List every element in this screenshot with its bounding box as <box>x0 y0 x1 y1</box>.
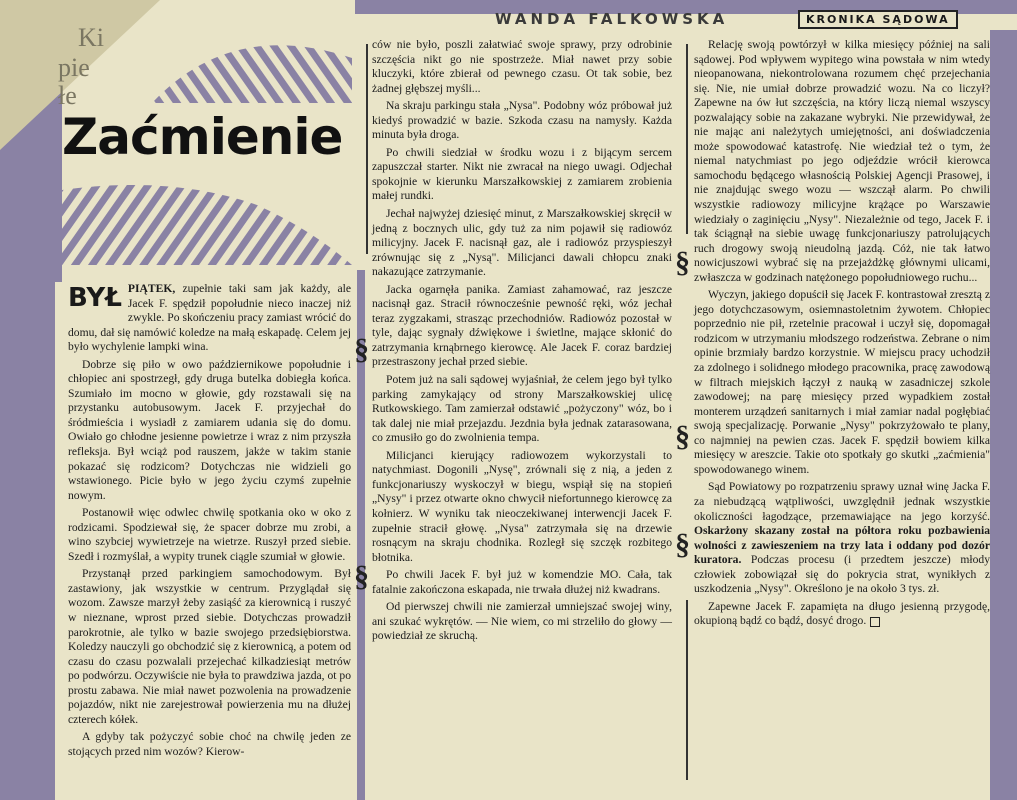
lead-word: PIĄTEK, <box>127 282 176 295</box>
paragraph: zupełnie taki sam jak każdy, ale Jacek F. spędził popołudnie nieco inaczej niż zwykle. Po skończeniu pracy zamiast wrócić do domu, dał się namówić koledze na małą eskapadę. Celem jej było wychylenie lampki wina. <box>68 282 352 354</box>
right-margin-strip <box>990 30 1017 800</box>
corner-fragment: łe <box>58 81 77 110</box>
end-square-icon <box>870 617 880 627</box>
column-rule <box>366 44 368 254</box>
section-badge: KRONIKA SĄDOWA <box>798 10 958 29</box>
section-sign-icon: § <box>675 420 690 453</box>
headline-block <box>62 108 362 166</box>
paragraph-text: Zapewne Jacek F. zapamięta na długo jesienną przygodę, okupioną bądź co bądź, dosyć drogo. <box>694 599 990 628</box>
paragraph: Relację swoją powtórzył w kilka miesięcy później na sali sądowej. Pod wpływem wypitego wina powstała w nim wtedy nieopanowana, niekontrolowana rozumem chęć przejechania się. Nie, nie umiał dobrze prowadzić wozu. Na co liczył? Zapewne na ów łut szczęścia, na który liczą niemal wszyscy pozwalający sobie na zakazane wybryki. Nie przewidywał, że nie mając ani należytych umiejętności, ani doświadczenia może spowodować katastrofę. Nie wiedział też o tym, że niemal natychmiast po jego odjeździe wrócił kierowca samochodu będącego własnością Polskiej Agencji Prasowej, i nie znajdując swego wozu — wszczął alarm. Po chwili wszystkie radiowozy milicyjne krążące po Warszawie wiedziały o zaginięciu „Nysy". Niezależnie od tego, Jacek F. i tak ściągnął na siebie uwagę funkcjonariuszy patrolujących ruch drogowy swoją nieudolną jazdą. Cóż, nie tak łatwo nowicjuszowi wybrać się na przejażdżkę głównymi ulicami, zwłaszcza w godzinach natężonego popołudniowego ruchu... <box>694 38 990 284</box>
section-sign-icon: § <box>675 246 690 279</box>
text-column-2 <box>372 38 672 644</box>
paragraph: Dobrze się piło w owo październikowe popołudnie i chłopiec ani spostrzegł, gdy druga butelka dobiegła końca. Szumiało im mocno w głowie, gdy rozstawali się na przystanku autobusowym. Jacek F. przyjechał do śródmieścia i wysiadł z zamiarem udania się do domu. Owiało go chłodne jesienne powietrze i wraz z nim przyszła refleksja. Był wciąż pod rauszem, jakże w takim stanie pokazać się rodzicom? Dotychczas nie widzieli go wstawionego. Picie było w jego życiu czymś zupełnie nowym. <box>68 357 351 502</box>
paragraph: Od pierwszej chwili nie zamierzał umniejszać swojej winy, ani szukać wykrętów. — Nie wiem, co mi strzeliło do głowy — powiedział ze skruchą. <box>372 600 672 643</box>
article-title: Zaćmienie <box>62 108 343 166</box>
paragraph-text: Sąd Powiatowy po rozpatrzeniu sprawy uznał winę Jacka F. za niebudzącą wątpliwości, uwzględnił jednak wszystkie okoliczności łagodzące, przemawiające na jego korzyść. <box>694 480 990 523</box>
section-sign-icon: § <box>354 560 369 593</box>
paragraph: Jacka ogarnęła panika. Zamiast zahamować, raz jeszcze nacisnął gaz. Stracił równocześnie pewność ręki, wóz jechał teraz zygzakami, strasząc przechodniów. Radiowóz pozostał w tyle, dając sygnały dźwiękowe i świetlne, mające skłonić do zatrzymania krnąbrnego kierowcę. Ale Jacek F. coraz bardziej przestraszony jechał przed siebie. <box>372 282 672 369</box>
paragraph: Po chwili siedział w środku wozu i z bijącym sercem zapuszczał starter. Nikt nie zwracał na niego uwagi. Odjechał spokojnie w kierunku Marszałkowskiej z zamiarem zrobienia małej rundki. <box>372 145 672 203</box>
text-column-3 <box>694 38 990 629</box>
paragraph: Jechał najwyżej dziesięć minut, z Marszałkowskiej skręcił w jedną z bocznych ulic, gdy tuż za nim pojawił się radiowóz milicyjny. Jacek F. nacisnął gaz, ale i radiowóz przyspieszył zrównując się z „Nysą". Milicjanci dawali chłopcu znaki nakazujące zatrzymanie. <box>372 207 672 279</box>
verdict-text: Oskarżony skazany został na półtora roku pozbawienia wolności z zawieszeniem na trzy lata i oddany pod dozór kuratora. <box>694 524 990 567</box>
paragraph: Postanowił więc odwlec chwilę spotkania oko w oko z rodzicami. Spodziewał się, że spacer dobrze mu zrobi, a wino szybciej wywietrzeje na wietrze. Ruszył przed siebie. Szedł i rozmyślał, a wypity trunek ciągle szumiał w głowie. <box>68 506 351 563</box>
top-striped-arc-icon <box>62 18 362 108</box>
corner-fragment: pie <box>58 53 90 82</box>
paragraph: Wyczyn, jakiego dopuścił się Jacek F. kontrastował zresztą z jego dotychczasowym, osiemnastoletnim żywotem. Chłopiec poprzednio nie pił, rzetelnie pracował i uczył się, dopomagał rodzicom w utrzymaniu młodszego rodzeństwa. Zebrane o nim opinie brzmiały bardzo korzystnie. W miejscu pracy uchodził za zdolnego i solidnego młodego pracownika, pracę zawodową w filtrach miejskich łączył z nauką w zasadniczej szkole zawodowej; na parę miesięcy przed wypadkiem został monterem urządzeń sanitarnych i miał zamiar nadal pogłębiać swoją specjalizację. Porwanie „Nysy" pokrzyżowało te plany, co najmniej na pewien czas. Jacek F. spędził bowiem kilka miesięcy w areszcie. Takie oto spotkały go skutki „zaćmienia" spowodowanego winem. <box>694 288 990 476</box>
paragraph: Przystanął przed parkingiem samochodowym. Był zastawiony, jak wszystkie w centrum. Przyglądał się wozom. Zawsze marzył żeby zasiąść za kierownicą i ruszyć w nieznane, wprost przed siebie. Dotychczas prowadził parokrotnie, ale tylko w bazie swojego przedsiębiorstwa. Koledzy nauczyli go obchodzić się z kierownicą, a potem od czasu do czasu pozwalali przejechać kilkadziesiąt metrów po podwórzu. Oczywiście nie była to prawdziwa jazda, ot po prostu zabawa. Nie miał nawet pozwolenia na prowadzenie pojazdów, nikt nie zarejestrował powierzenia mu na dłużej czterech kółek. <box>68 567 351 726</box>
paragraph: A gdyby tak pożyczyć sobie choć na chwilę jeden ze stojących przed nim wozów? Kierow- <box>68 730 351 758</box>
section-sign-icon: § <box>675 528 690 561</box>
paragraph: ców nie było, poszli załatwiać swoje sprawy, przy odrobinie szczęścia nikt go nie spostrzeże. Miał nawet przy sobie kluczyki, które zbierał od pewnego czasu. Ot tak sobie, bez żadnej głębszej myśli... <box>372 38 672 95</box>
left-margin-strip <box>0 280 55 800</box>
paragraph: Potem już na sali sądowej wyjaśniał, że celem jego był tylko parking zamykający od strony Marszałkowskiej ulicę Rutkowskiego. Tam zamierzał odstawić „pożyczony" wóz, bo i tak dalej nie miał przejazdu. Jezdnia była jednak zatarasowana, co zmusiło go do zwolnienia tempa. <box>372 373 672 445</box>
corner-fragment: Ki <box>78 23 104 52</box>
column-rule <box>686 44 688 234</box>
paragraph: Po chwili Jacek F. był już w komendzie MO. Cała, tak fatalnie zakończona eskapada, nie trwała dłużej niż kwadrans. <box>372 568 672 596</box>
paragraph: Milicjanci kierujący radiowozem wykorzystali to natychmiast. Dogonili „Nysę", zrównali się z nią, a jeden z funkcjonariuszy wyskoczył w biegu, wspiął się na stopień „Nysy" i przez otwarte okno chwycił niefortunnego kierowcę za kołnierz. W wyniku tak nieoczekiwanej interwencji Jacek F. zupełnie stracił głowę. „Nysa" zatrzymała się na drzewie rosnącym na skraju chodnika. Rozległ się szczęk rozbitego błotnika. <box>372 448 672 564</box>
drop-cap: BYŁ <box>68 283 122 313</box>
bottom-striped-arc-icon <box>62 180 362 270</box>
author-name: WANDA FALKOWSKA <box>495 10 729 28</box>
column-rule <box>686 600 688 780</box>
paragraph-text: Podczas procesu (i przedtem jeszcze) młody człowiek zobowiązał się do pokrycia strat, wynikłych z uszkodzenia „Nysy". Określono je na około 3 tys. zł. <box>694 553 990 596</box>
text-column-1 <box>68 282 351 760</box>
section-sign-icon: § <box>354 333 369 366</box>
paragraph: Na skraju parkingu stała „Nysa". Podobny wóz próbował już kiedyś prowadzić w bazie. Szkoda czasu na namysły. Każda minuta była droga. <box>372 99 672 142</box>
